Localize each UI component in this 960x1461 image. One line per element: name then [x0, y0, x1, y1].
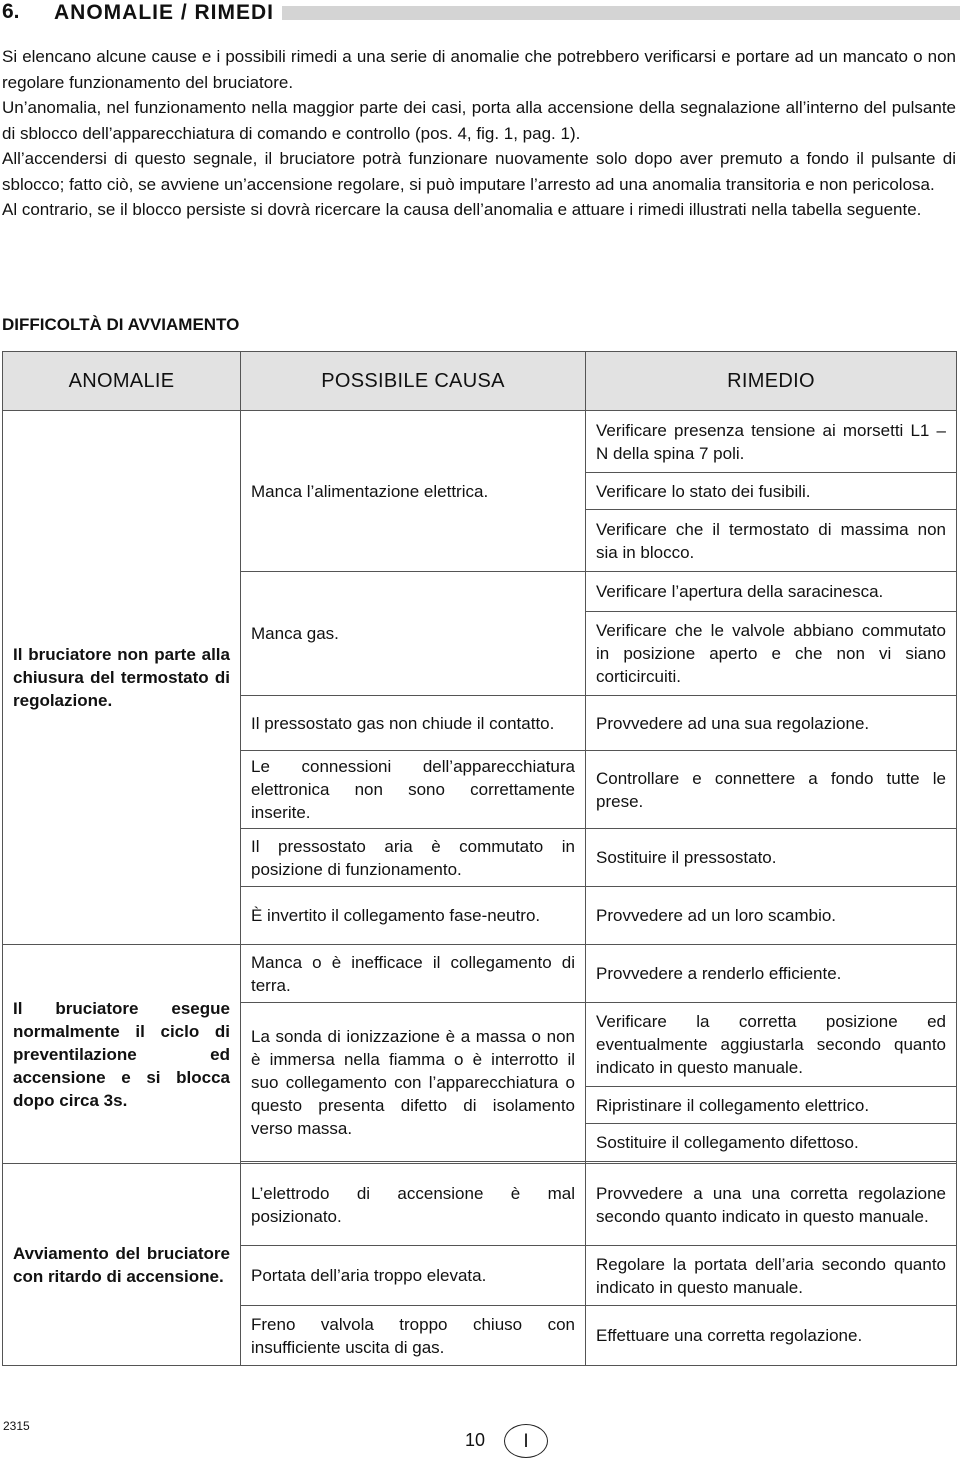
section-title: ANOMALIE / RIMEDI [42, 0, 282, 26]
intro-text [2, 44, 956, 223]
anomalies-table [2, 351, 957, 1366]
cause-cell: Portata dell’aria troppo elevata. [241, 1246, 586, 1306]
table-row [3, 945, 957, 1003]
document-code: 2315 [3, 1419, 30, 1433]
remedy-cell: Sostituire il collegamento difettoso. [586, 1124, 957, 1162]
remedy-cell: Provvedere a renderlo efficiente. [586, 945, 957, 1003]
remedy-cell: Verificare la corretta posizione ed eventualmente aggiustarla secondo quanto indicato in questo manuale. [586, 1003, 957, 1087]
remedy-cell: Provvedere ad un loro scambio. [586, 887, 957, 945]
cause-cell: È invertito il collegamento fase-neutro. [241, 887, 586, 945]
intro-paragraph: Al contrario, se il blocco persiste si dovrà ricercare la causa dell’anomalia e attuare i rimedi illustrati nella tabella seguente. [2, 200, 922, 219]
cause-cell: Manca l’alimentazione elettrica. [241, 411, 586, 572]
remedy-cell: Verificare che il termostato di massima non sia in blocco. [586, 510, 957, 572]
anomaly-cell: Il bruciatore esegue normalmente il ciclo di preventilazione ed accensione e si blocca dopo circa 3s. [3, 945, 241, 1164]
cause-cell: Il pressostato aria è commutato in posizione di funzionamento. [241, 829, 586, 887]
header-rimedio: RIMEDIO [586, 352, 957, 411]
cause-cell: Freno valvola troppo chiuso con insufficiente uscita di gas. [241, 1306, 586, 1366]
header-anomalie: ANOMALIE [3, 352, 241, 411]
table-row [3, 1164, 957, 1246]
cause-cell: Il pressostato gas non chiude il contatto. [241, 696, 586, 751]
cause-cell: Manca gas. [241, 572, 586, 696]
page-number: 10 [465, 1430, 486, 1450]
cause-cell: Manca o è inefficace il collegamento di terra. [241, 945, 586, 1003]
header-possibile-causa: POSSIBILE CAUSA [241, 352, 586, 411]
language-badge: I [504, 1424, 548, 1458]
remedy-cell: Effettuare una corretta regolazione. [586, 1306, 957, 1366]
table-subtitle: DIFFICOLTÀ DI AVVIAMENTO [2, 315, 240, 334]
remedy-cell: Verificare presenza tensione ai morsetti L1 – N della spina 7 poli. [586, 411, 957, 473]
remedy-cell: Sostituire il pressostato. [586, 829, 957, 887]
cause-cell: L’elettrodo di accensione è mal posizionato. [241, 1164, 586, 1246]
section-number: 6. [2, 0, 20, 23]
cause-cell: Le connessioni dell’apparecchiatura elettronica non sono correttamente inserite. [241, 751, 586, 829]
remedy-cell: Provvedere a una una corretta regolazione secondo quanto indicato in questo manuale. [586, 1164, 957, 1246]
intro-paragraph: Si elencano alcune cause e i possibili rimedi a una serie di anomalie che potrebbero verificarsi e portare ad un mancato o non regolare funzionamento del bruciatore. [2, 47, 956, 92]
table-header-row [3, 352, 957, 411]
cause-cell: La sonda di ionizzazione è a massa o non è immersa nella fiamma o è interrotto il suo collegamento con l’apparecchiatura o questo presenta difetto di isolamento verso massa. [241, 1003, 586, 1162]
anomaly-cell: Il bruciatore non parte alla chiusura del termostato di regolazione. [3, 411, 241, 945]
remedy-cell: Provvedere ad una sua regolazione. [586, 696, 957, 751]
intro-paragraph: Un’anomalia, nel funzionamento nella maggior parte dei casi, porta alla accensione della segnalazione all’interno del pulsante di sblocco dell’apparecchiatura di comando e controllo (pos. 4, fig. 1, pag. 1). [2, 98, 956, 143]
remedy-cell: Verificare che le valvole abbiano commutato in posizione aperto e che non vi siano corticircuiti. [586, 612, 957, 696]
table-row [3, 411, 957, 473]
remedy-cell: Verificare l’apertura della saracinesca. [586, 572, 957, 612]
anomaly-cell: Avviamento del bruciatore con ritardo di accensione. [3, 1164, 241, 1366]
remedy-cell: Regolare la portata dell’aria secondo quanto indicato in questo manuale. [586, 1246, 957, 1306]
remedy-cell: Ripristinare il collegamento elettrico. [586, 1087, 957, 1124]
intro-paragraph: All’accendersi di questo segnale, il bruciatore potrà funzionare nuovamente solo dopo aver premuto a fondo il pulsante di sblocco; fatto ciò, se avviene un’accensione regolare, si può imputare l’arresto ad una anomalia transitoria e non pericolosa. [2, 149, 956, 194]
remedy-cell: Verificare lo stato dei fusibili. [586, 473, 957, 510]
section-header [0, 0, 960, 26]
remedy-cell: Controllare e connettere a fondo tutte le prese. [586, 751, 957, 829]
